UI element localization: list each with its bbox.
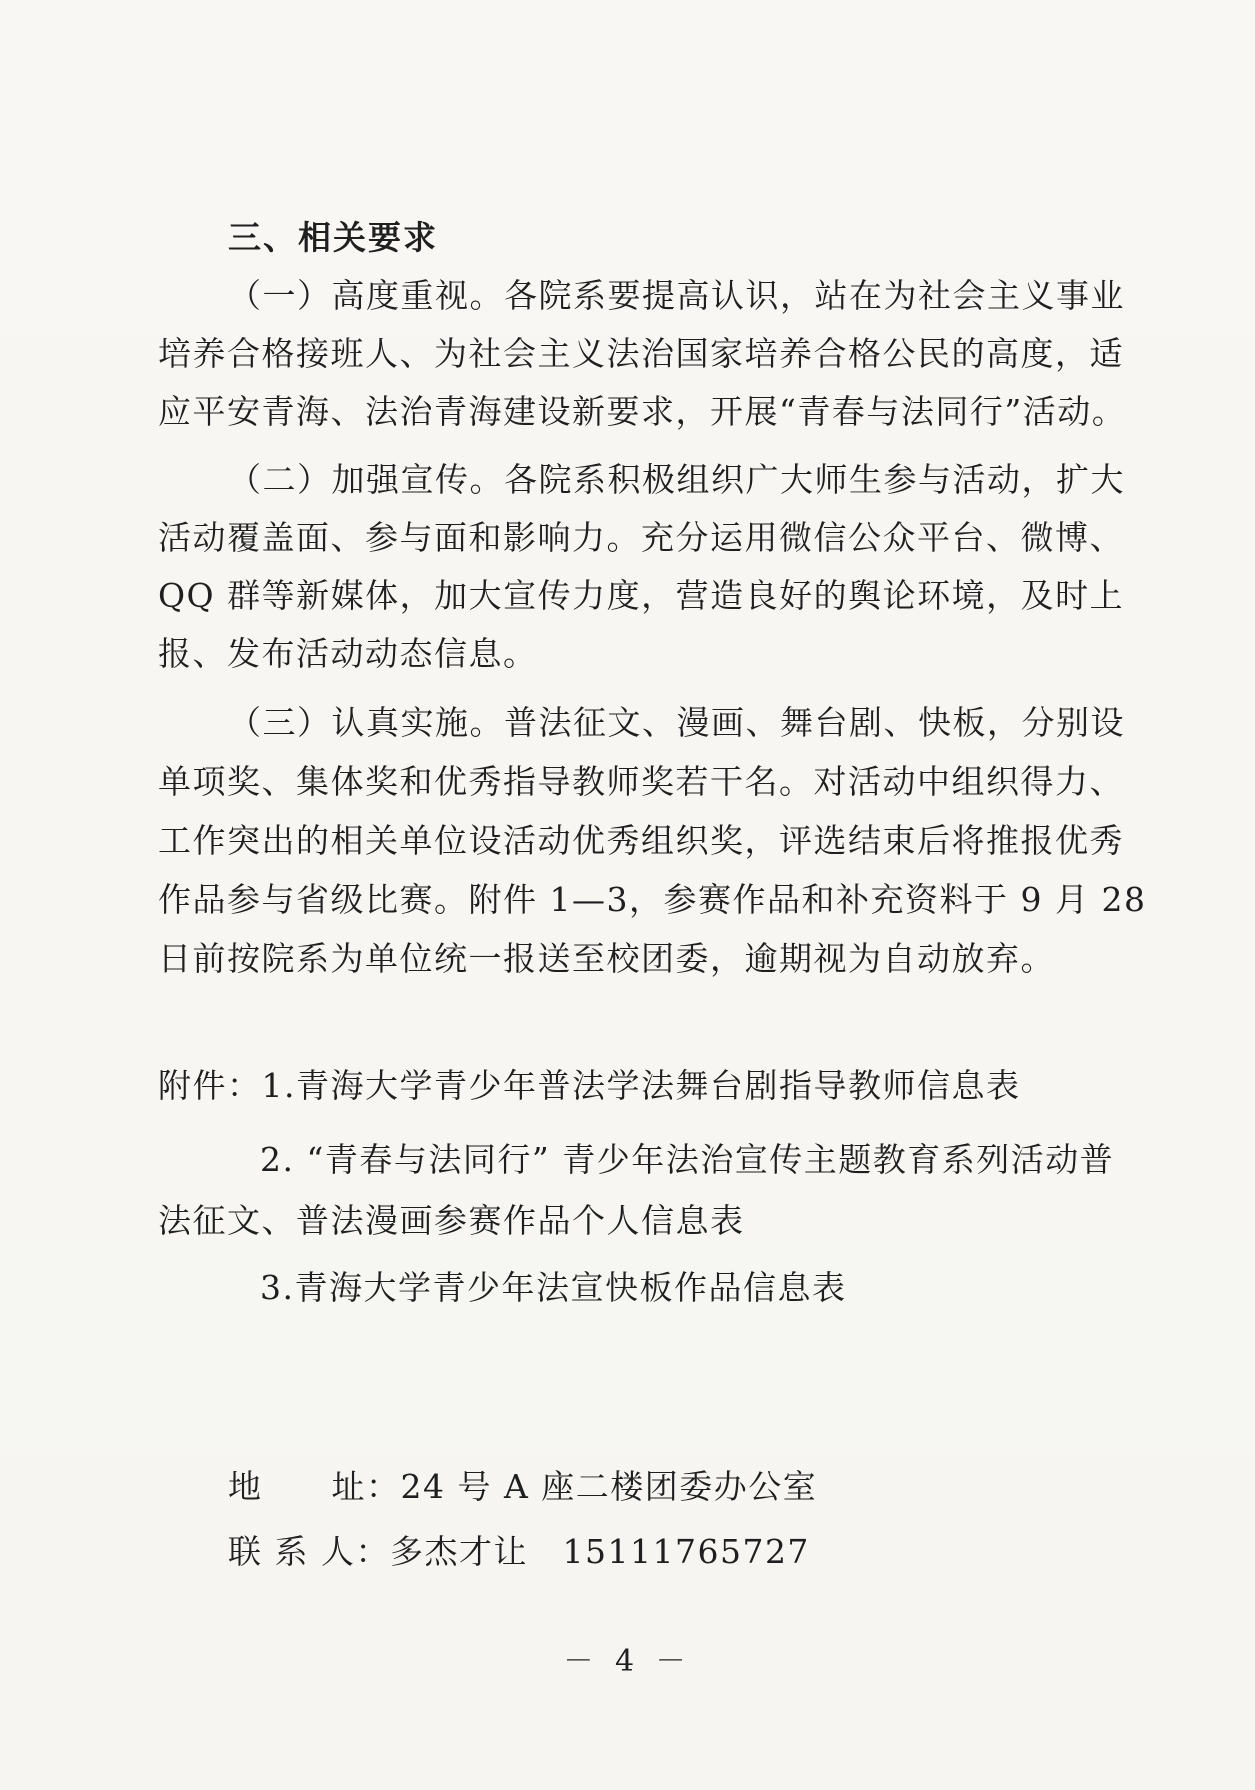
paragraph-1-line-2: 培养合格接班人、为社会主义法治国家培养合格公民的高度，适 <box>158 334 1124 373</box>
paragraph-3-line-3: 工作突出的相关单位设活动优秀组织奖，评选结束后将推报优秀 <box>158 821 1124 860</box>
paragraph-3-line-5: 日前按院系为单位统一报送至校团委，逾期视为自动放弃。 <box>158 939 1055 978</box>
attachment-item-3: 3.青海大学青少年法宣快板作品信息表 <box>260 1268 847 1307</box>
page-number: － 4 － <box>563 1644 692 1679</box>
contact-address: 地 址：24 号 A 座二楼团委办公室 <box>228 1467 818 1506</box>
section-heading: 三、相关要求 <box>228 218 438 257</box>
attachment-item-2-line-1: 2. “青春与法同行” 青少年法治宣传主题教育系列活动普 <box>260 1140 1115 1179</box>
attachment-item-1: 附件：1.青海大学青少年普法学法舞台剧指导教师信息表 <box>158 1066 1021 1105</box>
paragraph-1-line-3: 应平安青海、法治青海建设新要求，开展“青春与法同行”活动。 <box>158 392 1127 431</box>
paragraph-2-line-1: （二）加强宣传。各院系积极组织广大师生参与活动，扩大 <box>228 460 1125 499</box>
paragraph-3-line-1: （三）认真实施。普法征文、漫画、舞台剧、快板，分别设 <box>228 703 1125 742</box>
paragraph-2-line-3: QQ 群等新媒体，加大宣传力度，营造良好的舆论环境，及时上 <box>158 576 1125 615</box>
contact-person: 联 系 人：多杰才让 15111765727 <box>228 1532 810 1571</box>
paragraph-3-line-4: 作品参与省级比赛。附件 1—3，参赛作品和补充资料于 9 月 28 <box>158 880 1147 919</box>
attachment-item-2-line-2: 法征文、普法漫画参赛作品个人信息表 <box>158 1201 745 1240</box>
paragraph-1-line-1: （一）高度重视。各院系要提高认识，站在为社会主义事业 <box>228 276 1125 315</box>
paragraph-3-line-2: 单项奖、集体奖和优秀指导教师奖若干名。对活动中组织得力、 <box>158 762 1124 801</box>
paragraph-2-line-2: 活动覆盖面、参与面和影响力。充分运用微信公众平台、微博、 <box>158 518 1124 557</box>
paragraph-2-line-4: 报、发布活动动态信息。 <box>158 634 538 673</box>
